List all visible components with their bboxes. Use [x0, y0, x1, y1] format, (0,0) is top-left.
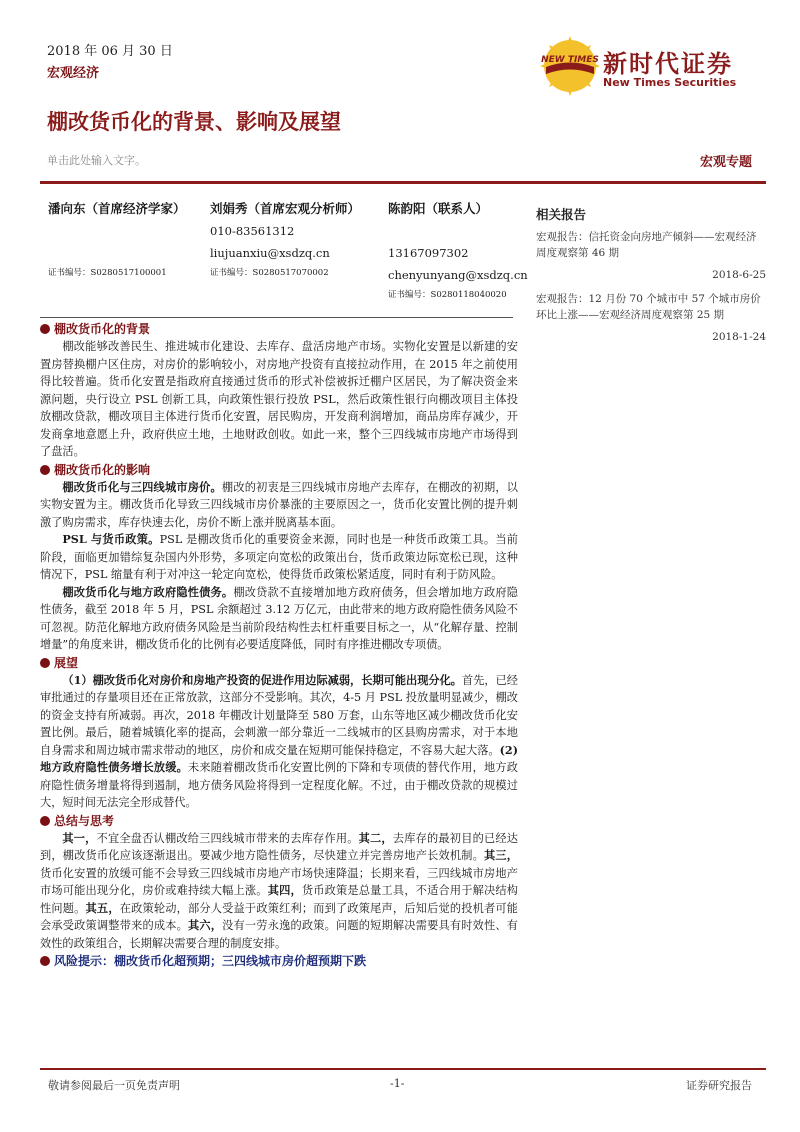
paragraph-lead: 棚改货币化与地方政府隐性债务。	[62, 584, 234, 599]
section-summary	[40, 812, 518, 830]
paragraph-text: 未来随着棚改货币化安置比例的下降和专项债的替代作用，地方政府隐性债务增量将得到遏制，地方债务风险将得到一定程度化解。不过，由于棚改贷款的规模过大，短时间无法完全形成替代。	[40, 761, 518, 809]
author-cert: 证书编号：S0280517100001	[48, 268, 167, 278]
section-outlook	[40, 654, 518, 672]
risk-text: 风险提示：棚改货币化超预期；三四线城市房价超预期下跌	[54, 954, 367, 968]
header-divider	[40, 181, 766, 184]
author-email[interactable]: liujuanxiu@xsdzq.cn	[210, 246, 330, 260]
paragraph-lead: （1）棚改货币化对房价和房地产投资的促进作用边际减弱，长期可能出现分化。	[62, 672, 463, 687]
related-report-date: 2018-1-24	[712, 331, 766, 343]
company-logo	[540, 36, 600, 96]
impact-paragraph-3	[40, 584, 518, 654]
footer-disclaimer: 敬请参阅最后一页免责声明	[48, 1079, 180, 1092]
outlook-paragraph	[40, 672, 518, 812]
report-category: 宏观经济	[47, 66, 100, 81]
bullet-icon	[40, 816, 50, 826]
section-title: 棚改货币化的背景	[54, 322, 151, 336]
summary-body	[40, 320, 518, 970]
author-email[interactable]: chenyunyang@xsdzq.cn	[388, 268, 528, 282]
paragraph-text: 首先，已经审批通过的存量项目还在正常放款，这部分不受影响。其次，4-5 月 PSL 投放量明显减少，棚改的资金支持有所减弱。再次，2018 年棚改计划量降至 580 万套，山东等地区减少棚改货币化安置比例。最后，随着城镇化率的提高，会刺激一部分靠近一二线城市的区县购房需求，对于本地自身需求和周边城市需求带动的地区，房价和成交量在短期可能保持稳定，不容易大起大落。	[40, 673, 518, 757]
author-name: 陈韵阳（联系人）	[388, 201, 489, 216]
placeholder-text[interactable]: 单击此处输入文字。	[47, 154, 146, 167]
author-name: 刘娟秀（首席宏观分析师）	[210, 201, 361, 216]
section-background	[40, 320, 518, 338]
paragraph-text: 棚改的初衷是三四线城市房地产去库存，在棚改的初期，以实物安置为主。棚改货币化导致三四线城市房价暴涨的主要原因之一，货币化安置比例的提升刺激了购房需求，库存快速去化，房价不断上涨并脱离基本面。	[40, 480, 518, 529]
report-title: 棚改货币化的背景、影响及展望	[47, 110, 341, 134]
related-report-link[interactable]: 宏观报告：信托资金向房地产倾斜——宏观经济周度观察第 46 期	[536, 231, 757, 259]
paragraph-text: PSL 是棚改货币化的重要资金来源，同时也是一种货币政策工具。当前阶段，面临更加错综复杂国内外形势，多项定向宽松的政策出台，货币政策边际宽松已现，这种情况下，PSL 缩量有利于对冲这一轮定向宽松，使得货币政策松紧适度，同时有利于防风险。	[40, 533, 518, 581]
footer-doc-label: 证券研究报告	[686, 1079, 752, 1092]
bullet-icon	[40, 658, 50, 668]
point-lead: 其六，	[188, 918, 223, 932]
author-phone: 010-83561312	[210, 224, 295, 238]
paragraph-text: 棚改贷款不直接增加地方政府债务，但会增加地方政府隐性债务，截至 2018 年 5 月，PSL 余额超过 3.12 万亿元，由此带来的地方政府隐性债务风险不可忽视。防范化解地方政府债务风险是当前阶段结构性去杠杆重要目标之一，从“化解存量、控制增量”的角度来讲，棚改货币化的比例有必要适度降低，同时有序推进棚改专项债。	[40, 585, 518, 651]
author-2	[210, 198, 380, 282]
report-date: 2018 年 06 月 30 日	[47, 44, 173, 59]
page-number: -1-	[390, 1077, 405, 1090]
author-block	[48, 198, 528, 316]
point-text: 货币化安置的放缓可能不会导致三四线城市房地产市场快速降温；长期来看，三四线城市房地产市场可能出现分化，房价或难持续大幅上涨。	[40, 866, 518, 897]
summary-paragraph	[40, 830, 518, 953]
point-lead: 其一，	[62, 830, 97, 845]
logo-name-en: New Times Securities	[603, 76, 737, 89]
bullet-icon	[40, 324, 50, 334]
paragraph-lead: (2) 地方政府隐性债务增长放缓。	[40, 742, 518, 774]
background-paragraph: 棚改能够改善民生、推进城市化建设、去库存、盘活房地产市场。实物化安置是以新建的安置房替换棚户区住房，对房价的影响较小，对房地产投资有直接拉动作用，在 2015 年之前使用得比较普遍。货币化安置是指政府直接通过货币的形式补偿被拆迁棚户区居民，为了解决资金来源问题，央行设立 PSL 创新工具，向政策性银行投放 PSL，然后政策性银行向棚改项目主体投放棚改贷款，棚改项目主体进行货币化安置，居民购房，开发商利润增加，商品房库存减少，开发商拿地意愿上升，政府供应土地，土地财政创收。如此一来，整个三四线城市房地产市场得到了盘活。	[40, 340, 518, 458]
author-3	[388, 198, 528, 304]
point-lead: 其二，	[358, 830, 393, 845]
point-text: 没有一劳永逸的政策。问题的短期解决需要具有时效性、有效性的政策组合，长期解决需要合理的制度安排。	[40, 919, 518, 950]
author-name: 潘向东（首席经济学家）	[48, 201, 186, 216]
author-phone: 13167097302	[388, 246, 469, 260]
point-lead: 其三，	[484, 848, 518, 862]
related-reports	[536, 205, 766, 353]
point-text: 去库存的最初目的已经达到，棚改货币化应该逐渐退出。要减少地方隐性债务，尽快建立并完善房地产长效机制。	[40, 831, 518, 862]
author-divider	[40, 317, 513, 318]
section-title: 棚改货币化的影响	[54, 462, 151, 477]
section-impact	[40, 461, 518, 479]
bullet-icon	[40, 465, 50, 475]
section-title: 总结与思考	[54, 813, 115, 828]
related-report-date: 2018-6-25	[712, 269, 766, 281]
section-title: 展望	[54, 655, 79, 670]
logo-mark-text: NEW TIMES	[541, 55, 599, 65]
impact-paragraph-2	[40, 531, 518, 584]
related-heading: 相关报告	[536, 207, 587, 222]
document-type: 宏观专题	[699, 155, 752, 170]
author-1	[48, 198, 208, 282]
point-text: 不宜全盘否认棚改给三四线城市带来的去库存作用。	[96, 831, 359, 845]
logo-name-cn: 新时代证券	[603, 50, 733, 78]
impact-paragraph-1	[40, 479, 518, 532]
point-lead: 其四，	[267, 883, 302, 897]
point-text: 在政策轮动，部分人受益于政策红利；而到了政策尾声，后知后觉的投机者可能会承受政策调整带来的成本。	[40, 901, 518, 932]
related-report-link[interactable]: 宏观报告：12 月份 70 个城市中 57 个城市房价环比上涨——宏观经济周度观察第 25 期	[536, 293, 761, 321]
author-cert: 证书编号：S0280118040020	[388, 290, 507, 300]
risk-warning	[40, 952, 518, 970]
logo-mark-icon	[540, 36, 600, 96]
paragraph-lead: PSL 与货币政策。	[62, 532, 160, 546]
paragraph-lead: 棚改货币化与三四线城市房价。	[62, 479, 222, 494]
author-cert: 证书编号：S0280517070002	[210, 268, 329, 278]
bullet-icon	[40, 956, 50, 966]
footer-divider	[40, 1068, 766, 1070]
point-text: 货币政策是总量工具，不适合用于解决结构性问题。	[40, 884, 518, 915]
point-lead: 其五，	[85, 900, 120, 915]
